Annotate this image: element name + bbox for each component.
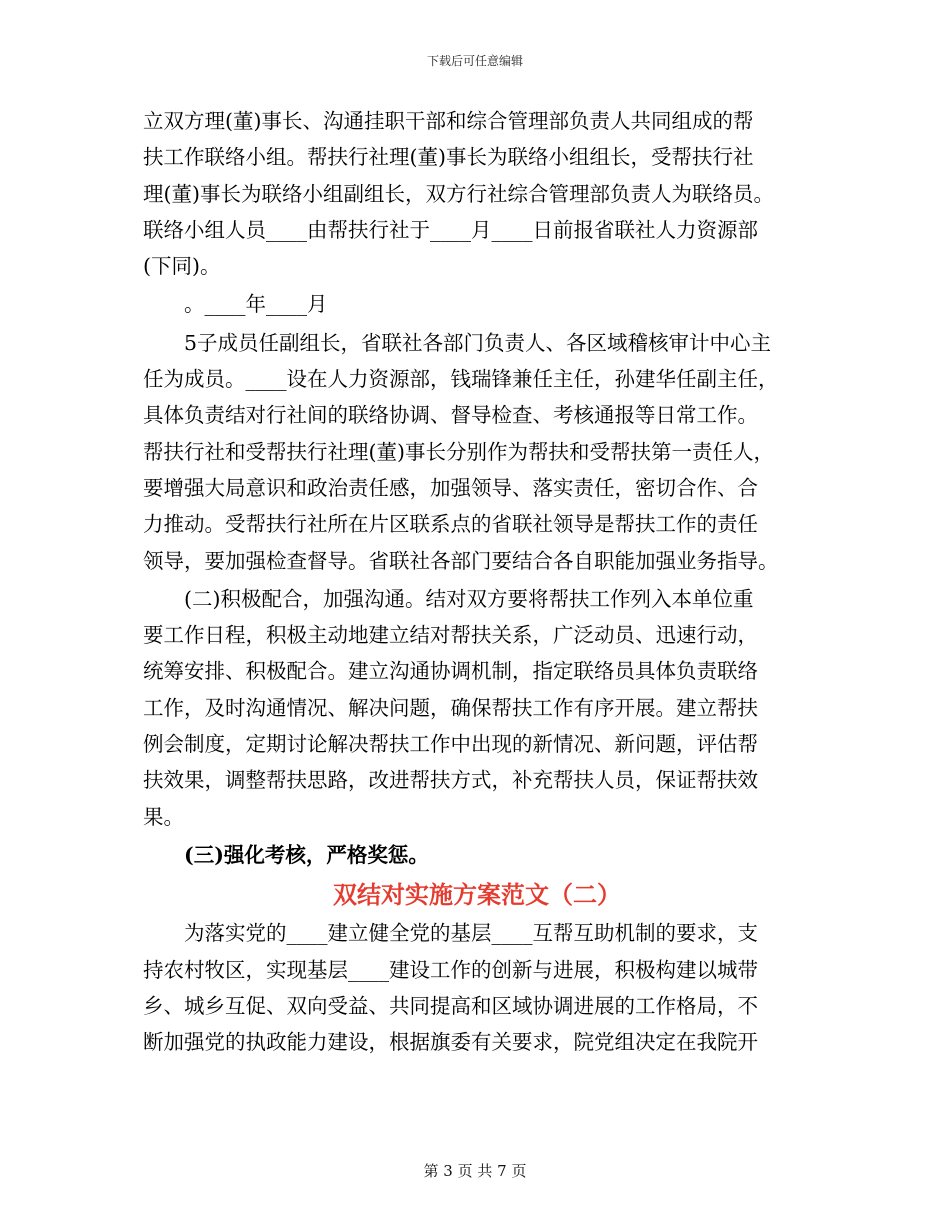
section-paragraph [143, 915, 811, 1060]
text-line: 。____年____月 [184, 292, 328, 317]
text-line: 断加强党的执政能力建设，根据旗委有关要求，院党组决定在我院开 [143, 1030, 758, 1055]
text-line: 例会制度，定期讨论解决帮扶工作中出现的新情况、新问题，评估帮 [143, 732, 758, 757]
text-line: 5子成员任副组长，省联社各部门负责人、各区域稽核审计中心主 [184, 330, 772, 355]
text-line: 要增强大局意识和政治责任感，加强领导、落实责任，密切合作、合 [143, 475, 758, 500]
text-line: 持农村牧区，实现基层____建设工作的创新与进展，积极构建以城带 [143, 957, 758, 982]
text-line: 任为成员。____设在人力资源部，钱瑞锋兼任主任，孙建华任副主任， [143, 367, 779, 392]
text-line: 工作，及时沟通情况、解决问题，确保帮扶工作有序开展。建立帮扶 [143, 695, 758, 720]
section-title: 双结对实施方案范文（二） [333, 880, 621, 910]
text-line: 帮扶行社和受帮扶行社理(董)事长分别作为帮扶和受帮扶第一责任人， [143, 439, 774, 464]
text-line: 扶工作联络小组。帮扶行社理(董)事长为联络小组组长，受帮扶行社 [143, 145, 754, 170]
paragraph-4 [143, 581, 811, 835]
text-line: 理(董)事长为联络小组副组长，双方行社综合管理部负责人为联络员。 [143, 181, 774, 206]
text-line: 扶效果，调整帮扶思路，改进帮扶方式，补充帮扶人员，保证帮扶效 [143, 768, 758, 793]
paragraph-2 [143, 286, 811, 322]
text-line: (下同)。 [143, 254, 221, 279]
text-line: 立双方理(董)事长、沟通挂职干部和综合管理部负责人共同组成的帮 [143, 109, 754, 133]
page-header: 下载后可任意编辑 [426, 54, 523, 68]
text-line: 力推动。受帮扶行社所在片区联系点的省联社领导是帮扶工作的责任 [143, 512, 758, 537]
text-line: 要工作日程，积极主动地建立结对帮扶关系，广泛动员、迅速行动， [143, 623, 758, 648]
text-line: 乡、城乡互促、双向受益、共同提高和区域协调进展的工作格局，不 [143, 993, 758, 1018]
text-line: 果。 [143, 804, 184, 829]
text-line: 为落实党的____建立健全党的基层____互帮互助机制的要求，支 [184, 921, 758, 946]
text-line: 领导，要加强检查督导。省联社各部门要结合各自职能加强业务指导。 [143, 548, 779, 573]
text-line: 具体负责结对行社间的联络协调、督导检查、考核通报等日常工作。 [143, 403, 758, 428]
document-body [143, 103, 811, 1060]
subheading-3: (三)强化考核，严格奖惩。 [184, 842, 429, 867]
paragraph-1 [143, 103, 811, 284]
text-line: (二)积极配合，加强沟通。结对双方要将帮扶工作列入本单位重 [184, 586, 754, 611]
page-footer: 第 3 页 共 7 页 [423, 1162, 527, 1180]
text-line: 统筹安排、积极配合。建立沟通协调机制，指定联络员具体负责联络 [143, 659, 758, 684]
paragraph-3 [143, 325, 811, 579]
text-line: 联络小组人员____由帮扶行社于____月____日前报省联社人力资源部 [143, 217, 758, 242]
